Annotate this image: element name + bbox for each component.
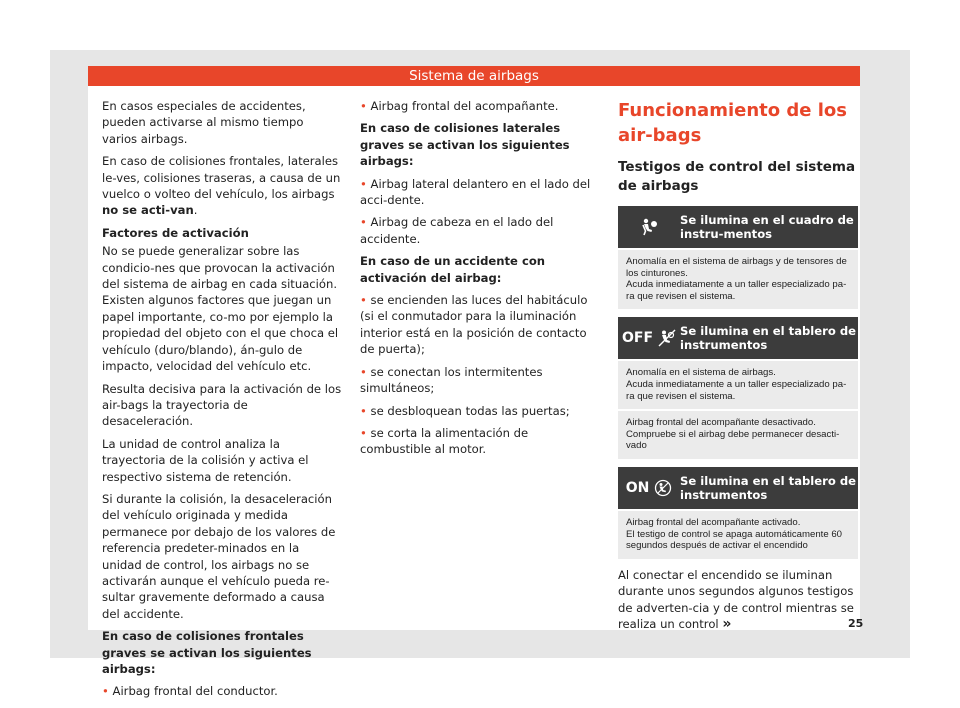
- box-description: Anomalía en el sistema de airbags y de tensores de los cinturones. Acuda inmediatamente a un taller especializado pa-ra que revisen el sistema.: [618, 248, 858, 309]
- paragraph: No se puede generalizar sobre las condicio-nes que provocan la activación del sistema de airbag en cada situación. Existen algunos factores que juegan un papel importante, co-mo por ejemplo la propiedad del objeto con el que choca el vehículo (duro/blando), án-gulo de impacto, velocidad del vehículo etc.: [102, 244, 339, 374]
- subsection-heading: Testigos de control del sistema de airbags: [618, 159, 856, 194]
- warning-light-box-1: [618, 206, 858, 309]
- list-item: • Airbag de cabeza en el lado del accidente.: [360, 215, 554, 246]
- bullet-icon: •: [360, 176, 371, 191]
- list-item: • se desbloquean todas las puertas;: [360, 403, 570, 418]
- section-heading: Funcionamiento de los air-bags: [618, 100, 847, 146]
- box-description: Airbag frontal del acompañante activado. El testigo de control se apaga automáticamente 60 segundos después de activar el encendido: [618, 509, 858, 559]
- list-item: • Airbag lateral delantero en el lado del acci-dente.: [360, 176, 591, 208]
- emphasis: no se acti-van: [102, 203, 194, 218]
- paragraph: Si durante la colisión, la desaceleración del vehículo originada y medida permanece por debajo de los valores de referencia predeter-minados en la unidad de control, los airbags no se activarán aunque el vehículo pueda re-sultar gravemente deformado a causa del accidente.: [102, 491, 336, 621]
- box-title: Se ilumina en el cuadro de instru-mentos: [680, 213, 854, 241]
- bullet-icon: •: [360, 99, 371, 113]
- column-right: [618, 98, 860, 632]
- subheading-frontales: En caso de colisiones frontales graves se activan los siguientes airbags:: [102, 629, 312, 676]
- bullet-icon: •: [360, 215, 371, 230]
- paragraph: Resulta decisiva para la activación de los air-bags la trayectoria de desaceleración.: [102, 381, 342, 429]
- box-title: Se ilumina en el tablero de instrumentos: [680, 473, 857, 502]
- list-item: • Airbag frontal del conductor.: [102, 684, 278, 699]
- bullet-icon: •: [360, 364, 371, 379]
- paragraph: Al conectar el encendido se iluminan durante unos segundos algunos testigos de adverten-cia y de control mientras se realiza un control »: [618, 567, 854, 632]
- box-description: Anomalía en el sistema de airbags. Acuda inmediatamente a un taller especializado pa-ra que revisen el sistema.: [618, 359, 858, 409]
- bullet-icon: •: [102, 684, 113, 699]
- passenger-airbag-on-icon: ON: [618, 479, 680, 497]
- warning-light-box-2: [618, 317, 858, 459]
- page-number: 25: [848, 617, 864, 630]
- box-description: Airbag frontal del acompañante desactivado. Compruebe si el airbag debe permanecer desacti-vado: [618, 409, 858, 459]
- bullet-icon: •: [360, 293, 371, 308]
- box-title: Se ilumina en el tablero de instrumentos: [680, 324, 857, 353]
- paragraph: En caso de colisiones frontales, laterales le-ves, colisiones traseras, a causa de un vuelco o volteo del vehículo, los airbags no se acti-van.: [102, 154, 341, 218]
- subheading-factores: Factores de activación: [102, 225, 249, 240]
- airbag-warning-icon: [618, 217, 680, 237]
- bullet-icon: •: [360, 425, 371, 440]
- list-item: • se conectan los intermitentes simultáneos;: [360, 364, 543, 396]
- bullet-icon: •: [360, 403, 371, 418]
- column-left: [102, 98, 342, 706]
- section-title-bar: Sistema de airbags: [88, 66, 860, 86]
- passenger-airbag-off-icon: OFF: [618, 329, 680, 347]
- list-item: • se encienden las luces del habitáculo (si el conmutador para la iluminación interior está en la posición de contacto de puerta);: [360, 293, 588, 357]
- list-item: • Airbag frontal del acompañante.: [360, 99, 559, 113]
- subheading-laterales: En caso de colisiones laterales graves se activan los siguientes airbags:: [360, 121, 570, 169]
- subheading-accidente: En caso de un accidente con activación del airbag:: [360, 254, 546, 285]
- paragraph: En casos especiales de accidentes, pueden activarse al mismo tiempo varios airbags.: [102, 99, 306, 146]
- list-item: • se corta la alimentación de combustible al motor.: [360, 425, 529, 457]
- paragraph: La unidad de control analiza la trayectoria de la colisión y activa el respectivo sistema de retención.: [102, 436, 309, 484]
- warning-light-box-3: [618, 467, 858, 559]
- column-middle: [360, 98, 600, 464]
- continue-arrow-icon: »: [722, 615, 732, 632]
